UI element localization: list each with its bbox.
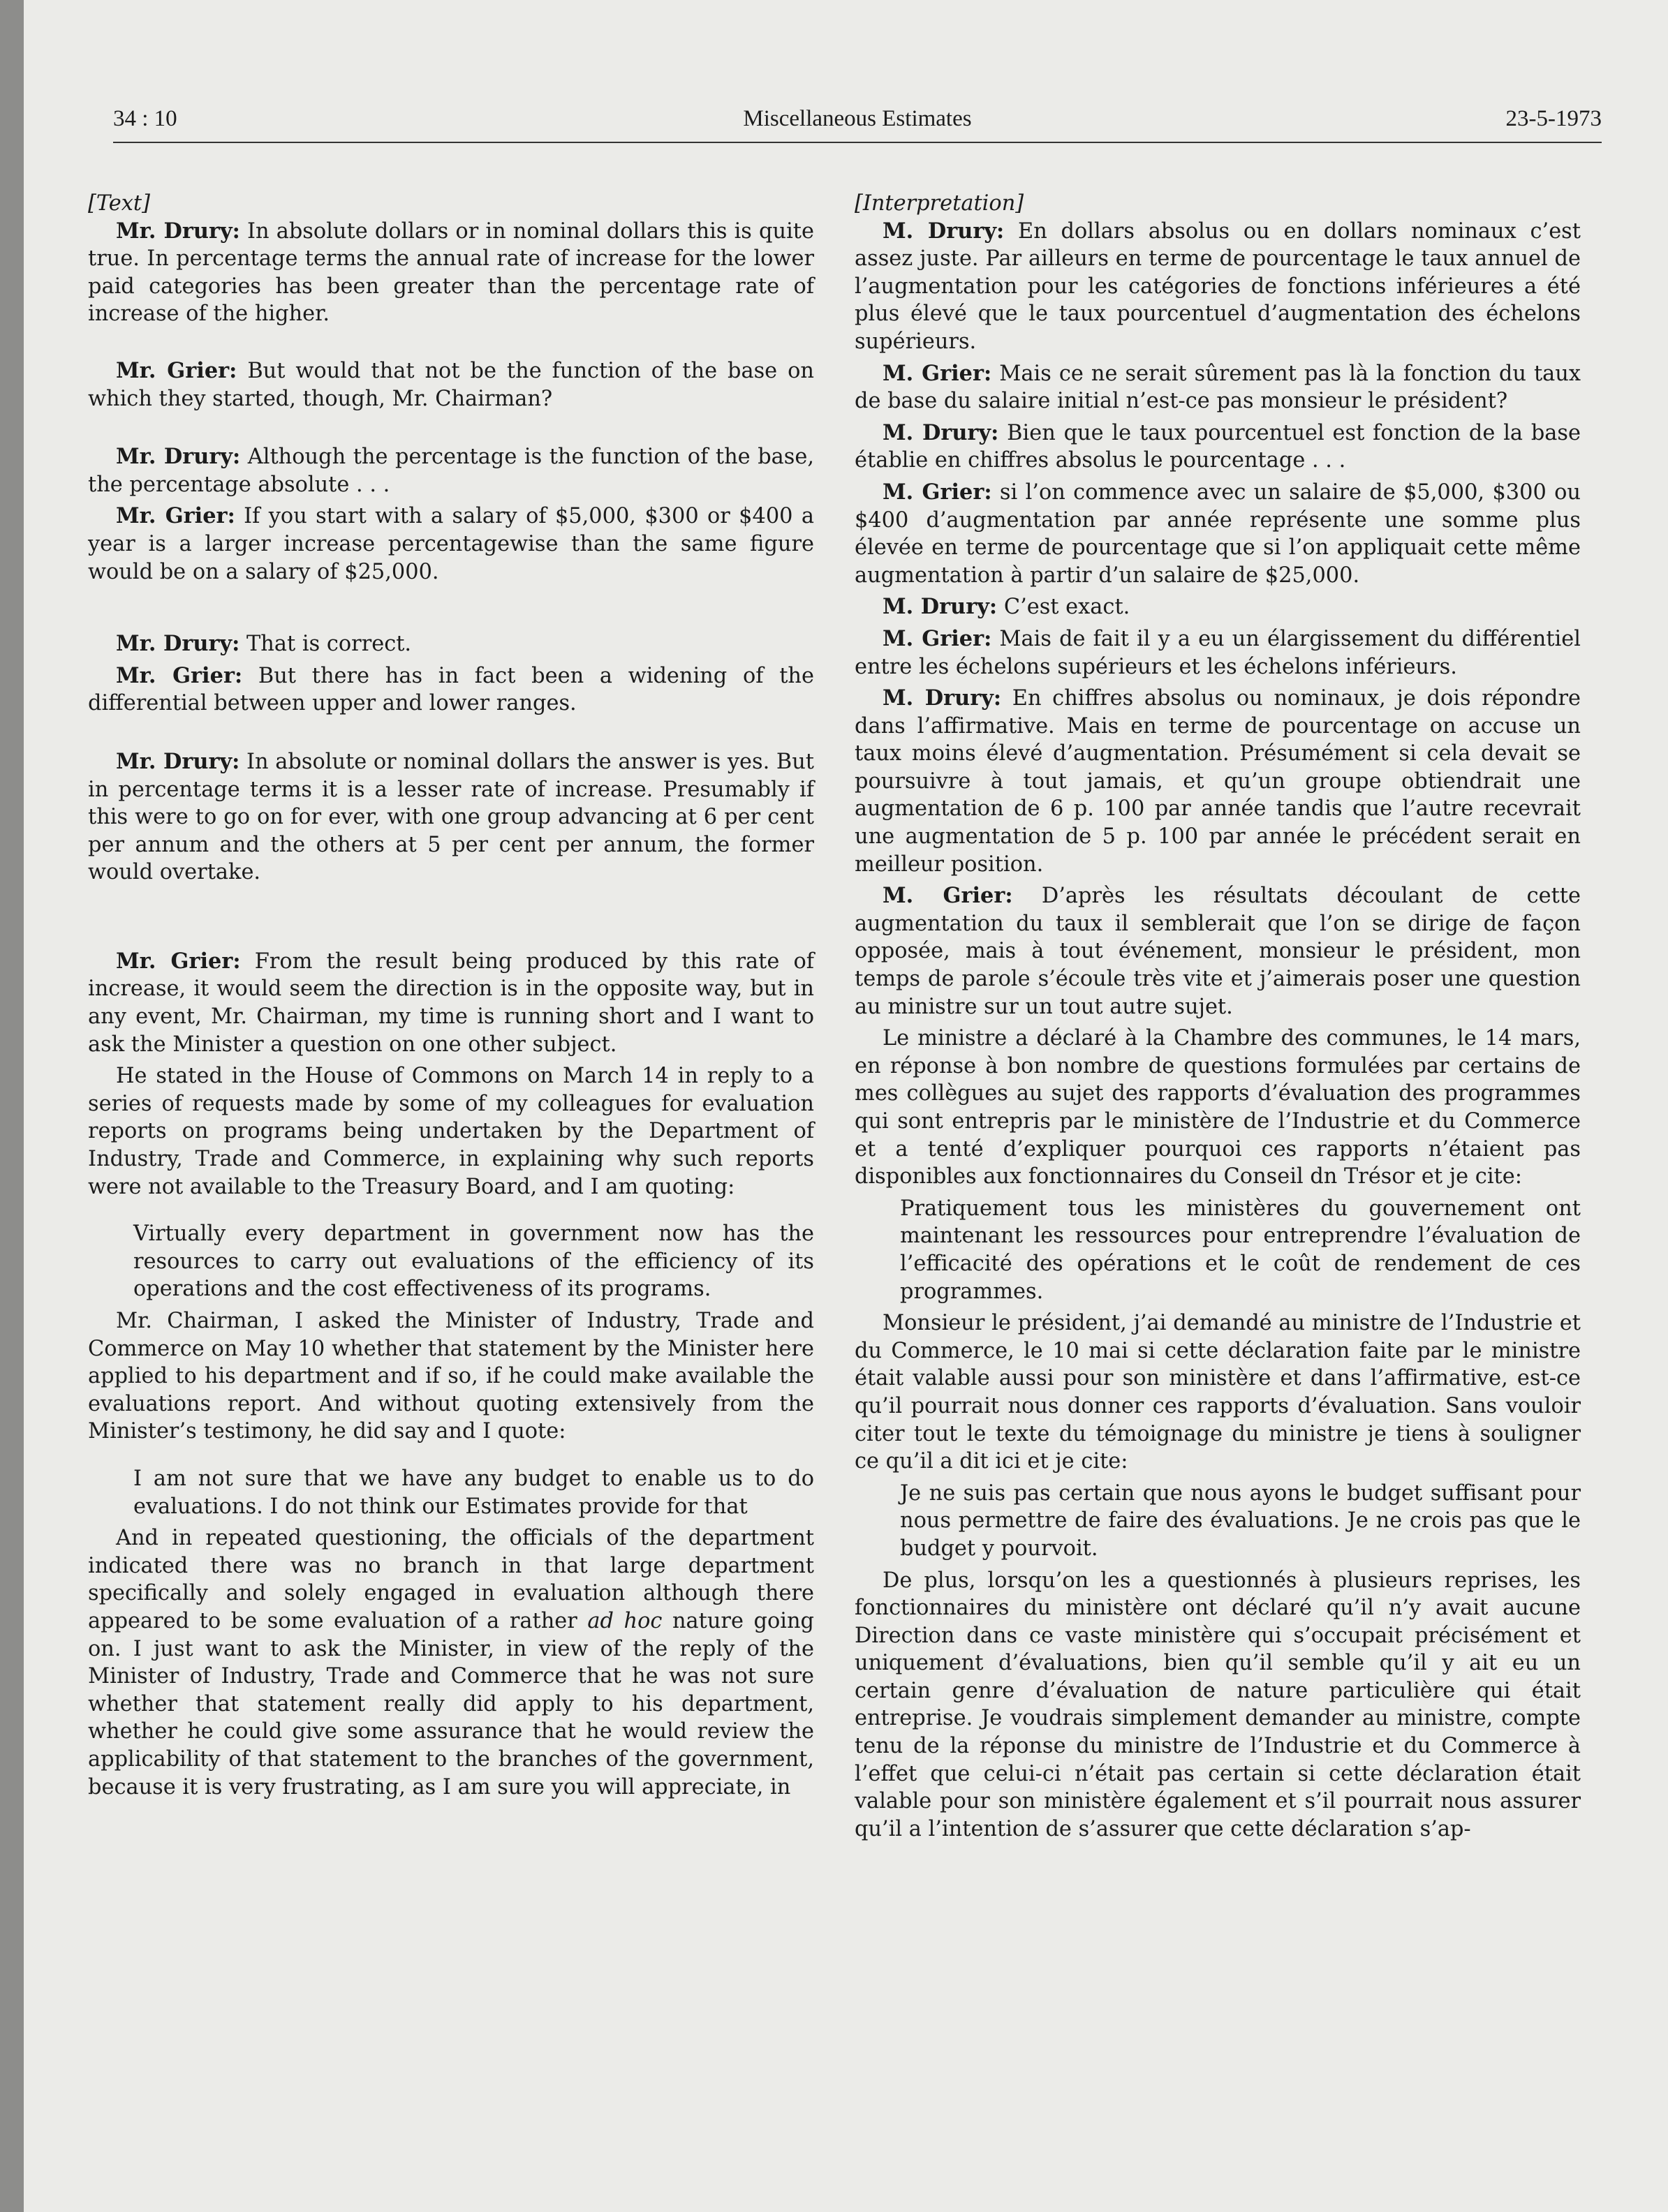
paragraph: De plus, lorsqu’on les a questionnés à plusieurs reprises, les fonctionnaires du ministère ont déclaré qu’il n’y avait aucune Direction dans ce vaste ministère qui s’occupait précisément et uniquement d’évaluations, bien qu’il semble qu’il y ait eu un certain genre d’évaluation de nature particulière qui était entreprise. Je voudrais simplement demander au ministre, compte tenu de la réponse du ministre de l’Industrie et du Commerce à l’effet que celui-ci n’était pas certain si cette déclaration était valable pour son ministère également et s’il pourrait nous assurer qu’il a l’intention de s’assurer que cette déclaration s’ap- xyxy=(855,1568,1581,1841)
paragraph: Mr. Grier: But there has in fact been a widening of the differential between upper and lower ranges. xyxy=(88,662,814,716)
paragraph: M. Grier: D’après les résultats découlant de cette augmentation du taux il semblerait que l’on se dirige de façon opposée, mais à tout événement, monsieur le président, mon temps de parole s’écoule très vite et j’aimerais poser une question au ministre sur un tout autre sujet. xyxy=(855,883,1581,1019)
speaker-name: Mr. Grier: xyxy=(116,357,237,383)
speaker-name: M. Grier: xyxy=(883,479,992,505)
paragraph: M. Drury: En dollars absolus ou en dollars nominaux c’est assez juste. Par ailleurs en terme de pourcentage le taux annuel de l’augmentation pour les catégories de fonctions inférieures a été plus élevé que le taux pourcentuel d’augmentation des échelons supérieurs. xyxy=(855,218,1581,354)
paragraph: Mr. Drury: In absolute or nominal dollars the answer is yes. But in percentage terms it is a lesser rate of increase. Presumably if this were to go on for ever, with one group advancing at 6 per cent per annum and the others at 5 per cent per annum, the former would overtake. xyxy=(88,748,815,885)
speaker-name: M. Drury: xyxy=(883,685,1002,711)
speaker-name: Mr. Drury: xyxy=(116,748,240,774)
paragraph: Mr. Grier: If you start with a salary of $5,000, $300 or $400 a year is a larger increase percentagewise than the same figure would be on a salary of $25,000. xyxy=(88,503,814,584)
speaker-name: M. Grier: xyxy=(883,883,1013,909)
speaker-name: Mr. Drury: xyxy=(116,218,240,244)
speaker-name: M. Drury: xyxy=(883,594,998,620)
paragraph: He stated in the House of Commons on March 14 in reply to a series of requests made by some of my colleagues for evaluation reports on programs being undertaken by the Department of Industry, Trade and Commerce, in explaining why such reports were not available to the Treasury Board, and I am quoting: xyxy=(88,1064,814,1199)
speaker-name: Mr. Grier: xyxy=(116,948,241,974)
block-quote: I am not sure that we have any budget to enable us to do evaluations. I do not think our Estimates provide for that xyxy=(133,1466,814,1519)
speaker-name: M. Drury: xyxy=(883,218,1005,244)
paragraph: M. Grier: si l’on commence avec un salaire de $5,000, $300 ou $400 d’augmentation par année représente une somme plus élevée en terme de pourcentage que si l’on appliquait cette même augmentation à partir d’un salaire de $25,000. xyxy=(855,479,1581,588)
paragraph: M. Grier: Mais de fait il y a eu un élargissement du différentiel entre les échelons supérieurs et les échelons inférieurs. xyxy=(855,625,1581,679)
block-quote: Virtually every department in government now has the resources to carry out evaluations of the efficiency of its operations and the cost effectiveness of its programs. xyxy=(133,1222,814,1302)
paragraph: Mr. Grier: From the result being produced by this rate of increase, it would seem the direction is in the opposite way, but in any event, Mr. Chairman, my time is running short and I want to ask the Minister a question on one other subject. xyxy=(88,948,814,1057)
header-title: Miscellaneous Estimates xyxy=(743,106,972,131)
speaker-name: Mr. Grier: xyxy=(116,662,243,688)
speaker-name: Mr. Drury: xyxy=(116,631,240,657)
section-label: [Interpretation] xyxy=(855,191,1024,216)
header-rule xyxy=(113,142,1602,143)
paragraph: M. Drury: En chiffres absolus ou nominaux, je dois répondre dans l’affirmative. Mais en terme de pourcentage on accuse un taux moins élevé d’augmentation. Présumément si cela devait se poursuivre à tout jamais, et qu’un groupe obtiendrait une augmentation de 6 p. 100 par année tandis que l’autre recevrait une augmentation de 5 p. 100 par année le précédent serait en meilleur position. xyxy=(855,685,1581,877)
block-quote: Pratiquement tous les ministères du gouvernement ont maintenant les ressources pour entreprendre l’évaluation de l’efficacité des opérations et le coût de rendement de ces programmes. xyxy=(900,1196,1581,1304)
speaker-name: M. Drury: xyxy=(883,420,999,445)
paragraph: Le ministre a déclaré à la Chambre des communes, le 14 mars, en réponse à bon nombre de questions formulées par certains de mes collègues au sujet des rapports d’évaluation des programmes qui sont entrepris par le ministère de l’Industrie et du Commerce et a tenté d’expliquer pourquoi ces rapports n’étaient pas disponibles aux fonctionnaires du Conseil dn Trésor et je cite: xyxy=(855,1026,1581,1189)
paragraph: M. Drury: Bien que le taux pourcentuel est fonction de la base établie en chiffres absolus le pourcentage . . . xyxy=(855,420,1581,473)
paragraph: Mr. Grier: But would that not be the function of the base on which they started, though, Mr. Chairman? xyxy=(88,357,814,411)
speaker-name: M. Grier: xyxy=(883,625,992,651)
paragraph: Monsieur le président, j’ai demandé au ministre de l’Industrie et du Commerce, le 10 mai si cette déclaration faite par le ministre était valable aussi pour son ministère et dans l’affirmative, est-ce qu’il pourrait nous donner ces rapports d’évaluation. Sans vouloir citer tout le texte du témoignage du ministre je tiens à souligner ce qu’il a dit ici et je cite: xyxy=(855,1311,1581,1474)
english-column xyxy=(88,190,814,1801)
section-label: [Text] xyxy=(88,191,150,216)
paragraph: M. Drury: C’est exact. xyxy=(883,594,1130,620)
speaker-name: Mr. Drury: xyxy=(116,444,241,470)
speaker-name: Mr. Grier: xyxy=(116,503,235,529)
french-column xyxy=(855,190,1581,1843)
document-page xyxy=(24,0,1668,2212)
paragraph: And in repeated questioning, the officials of the department indicated there was no branch in that large department specifically and solely engaged in evaluation although there appeared to be some evaluation of a rather ad hoc nature going on. I just want to ask the Minister, in view of the reply of the Minister of Industry, Trade and Commerce that he was not sure whether that statement really did apply to his department, whether he could give some assurance that he would review the applicability of that statement to the branches of the government, because it is very frustrating, as I am sure you will appreciate, in xyxy=(88,1526,815,1799)
speaker-name: M. Grier: xyxy=(883,360,992,386)
running-header xyxy=(113,106,1602,145)
header-date: 23-5-1973 xyxy=(1505,106,1602,131)
paragraph: Mr. Chairman, I asked the Minister of Industry, Trade and Commerce on May 10 whether that statement by the Minister here applied to his department and if so, if he could make available the evaluations report. And without quoting extensively from the Minister’s testimony, he did say and I quote: xyxy=(88,1309,814,1444)
paragraph: Mr. Drury: That is correct. xyxy=(116,631,412,657)
paragraph: Mr. Drury: In absolute dollars or in nominal dollars this is quite true. In percentage terms the annual rate of increase for the lower paid categories has been greater than the percentage rate of increase of the higher. xyxy=(88,218,814,327)
header-page-ref: 34 : 10 xyxy=(113,106,177,131)
paragraph: Mr. Drury: Although the percentage is the function of the base, the percentage absolute . . . xyxy=(88,444,815,497)
paragraph: M. Grier: Mais ce ne serait sûrement pas là la fonction du taux de base du salaire initial n’est-ce pas monsieur le président? xyxy=(855,360,1581,414)
block-quote: Je ne suis pas certain que nous ayons le budget suffisant pour nous permettre de faire des évaluations. Je ne crois pas que le budget y pourvoit. xyxy=(900,1480,1581,1561)
